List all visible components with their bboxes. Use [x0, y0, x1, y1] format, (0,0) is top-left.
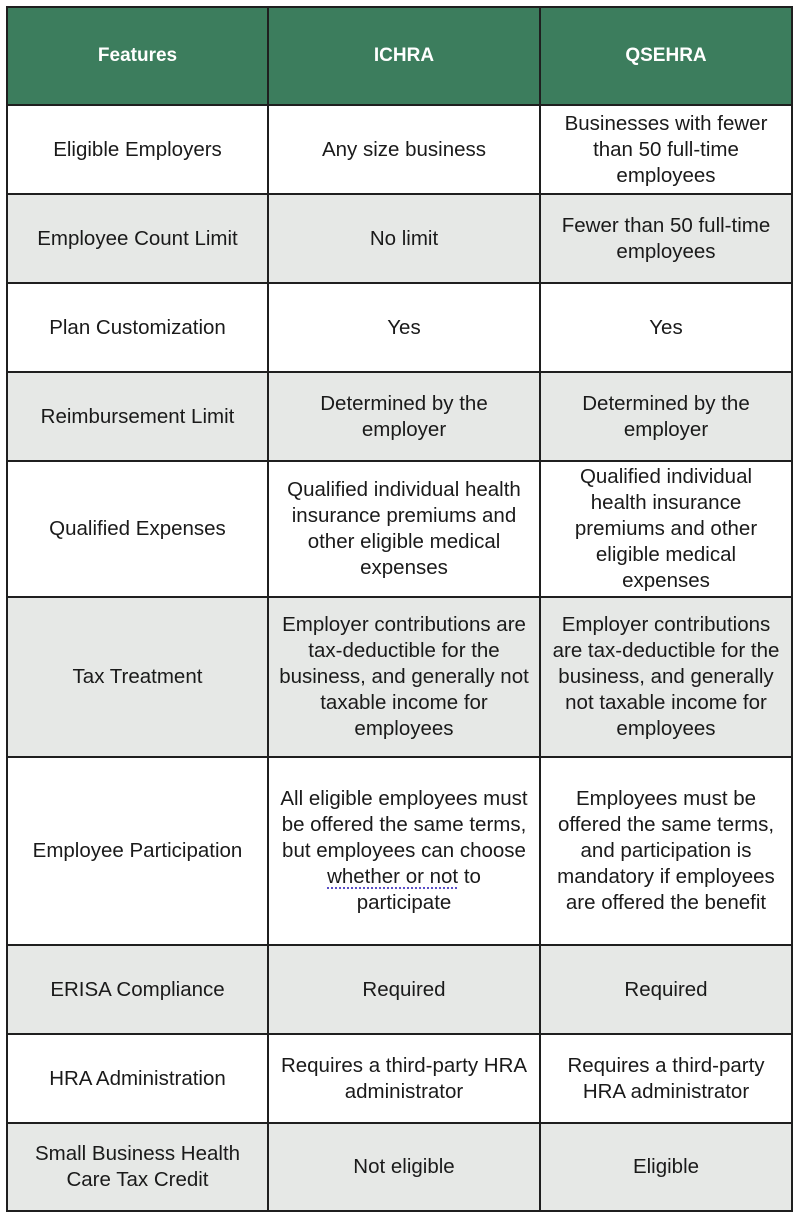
ichra-cell: Not eligible: [268, 1123, 540, 1211]
table-row: [7, 945, 792, 1034]
table-row: [7, 194, 792, 283]
table-row: [7, 757, 792, 945]
comparison-table-container: [6, 6, 791, 1212]
feature-cell: Qualified Expenses: [7, 461, 268, 597]
qsehra-cell: Required: [540, 945, 792, 1034]
ichra-cell: No limit: [268, 194, 540, 283]
table-row: [7, 283, 792, 372]
qsehra-cell: Qualified individual health insurance premiums and other eligible medical expenses: [540, 461, 792, 597]
feature-cell: Tax Treatment: [7, 597, 268, 757]
table-row: [7, 461, 792, 597]
qsehra-cell: Requires a third-party HRA administrator: [540, 1034, 792, 1123]
ichra-cell: Yes: [268, 283, 540, 372]
ichra-text-post: to participate: [356, 865, 481, 914]
feature-cell: ERISA Compliance: [7, 945, 268, 1034]
qsehra-cell: Fewer than 50 full-time employees: [540, 194, 792, 283]
ichra-cell: Required: [268, 945, 540, 1034]
ichra-cell: Qualified individual health insurance premiums and other eligible medical expenses: [268, 461, 540, 597]
ichra-qsehra-comparison-table: [6, 6, 793, 1212]
ichra-cell: Employer contributions are tax-deductible for the business, and generally not taxable income for employees: [268, 597, 540, 757]
header-qsehra: QSEHRA: [540, 7, 792, 105]
qsehra-cell: Yes: [540, 283, 792, 372]
whether-or-not-link[interactable]: whether or not: [327, 865, 459, 888]
qsehra-cell: Employees must be offered the same terms, and participation is mandatory if employees are offered the benefit: [540, 757, 792, 945]
feature-cell: Eligible Employers: [7, 105, 268, 194]
table-row: [7, 372, 792, 461]
ichra-cell: Any size business: [268, 105, 540, 194]
header-row: [7, 7, 792, 105]
ichra-cell: Requires a third-party HRA administrator: [268, 1034, 540, 1123]
table-row: [7, 1123, 792, 1211]
feature-cell: Employee Count Limit: [7, 194, 268, 283]
feature-cell: Plan Customization: [7, 283, 268, 372]
table-row: [7, 105, 792, 194]
qsehra-cell: Determined by the employer: [540, 372, 792, 461]
qsehra-cell: Businesses with fewer than 50 full-time employees: [540, 105, 792, 194]
header-ichra: ICHRA: [268, 7, 540, 105]
table-row: [7, 597, 792, 757]
ichra-cell: [268, 757, 540, 945]
qsehra-cell: Employer contributions are tax-deductible for the business, and generally not taxable income for employees: [540, 597, 792, 757]
feature-cell: HRA Administration: [7, 1034, 268, 1123]
feature-cell: Reimbursement Limit: [7, 372, 268, 461]
ichra-cell: Determined by the employer: [268, 372, 540, 461]
header-features: Features: [7, 7, 268, 105]
feature-cell: Small Business Health Care Tax Credit: [7, 1123, 268, 1211]
table-row: [7, 1034, 792, 1123]
feature-cell: Employee Participation: [7, 757, 268, 945]
qsehra-cell: Eligible: [540, 1123, 792, 1211]
ichra-text-pre: All eligible employees must be offered the same terms, but employees can choose: [280, 787, 528, 862]
